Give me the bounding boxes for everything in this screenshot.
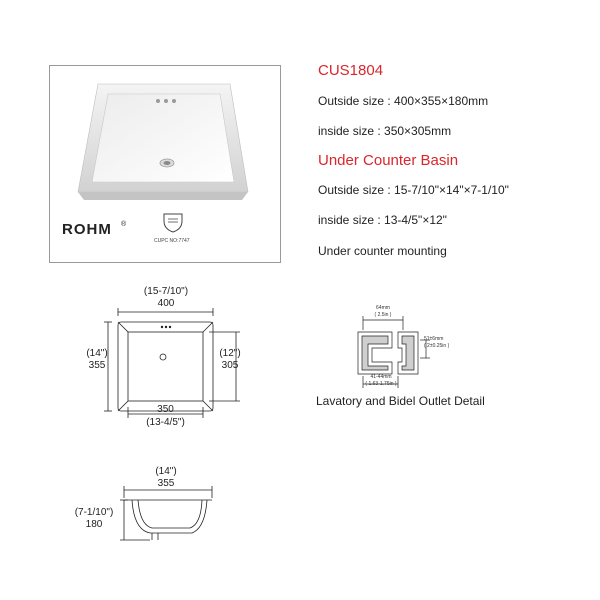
- top-width-in: (15-7/10"): [143, 286, 189, 297]
- outlet-bottom-dim-in: ( 1.63-1.75in ): [365, 381, 397, 387]
- top-width-mm: 400: [157, 298, 175, 309]
- outlet-top-dim-mm: 64mm: [376, 305, 390, 311]
- inside-size-mm: inside size : 350×305mm: [318, 124, 452, 138]
- model-number: CUS1804: [318, 62, 384, 79]
- side-length-mm: 355: [157, 478, 175, 489]
- outside-size-in: Outside size : 15-7/10"×14"×7-1/10": [318, 183, 509, 197]
- outside-size-mm: Outside size : 400×355×180mm: [318, 94, 489, 108]
- brand-logo-text: ROHM: [62, 221, 112, 238]
- product-category: Under Counter Basin: [318, 152, 459, 169]
- top-depth-mm: 355: [88, 360, 106, 371]
- outlet-bottom-dim-mm: 41-44mm: [370, 374, 392, 380]
- side-height-mm: 180: [85, 519, 103, 530]
- side-height-in: (7-1/10"): [74, 507, 114, 518]
- top-depth-in: (14"): [86, 348, 108, 359]
- inner-width-mm: 350: [157, 404, 174, 415]
- inner-depth-in: (12"): [219, 348, 241, 359]
- outlet-side-dim-in: ( 2±0.25in ): [424, 343, 450, 349]
- inner-width-in: (13-4/5"): [146, 417, 185, 428]
- outlet-side-dim-mm: 51±6mm: [424, 336, 444, 342]
- registered-mark: ®: [121, 221, 127, 228]
- inside-size-in: inside size : 13-4/5"×12": [318, 213, 447, 227]
- outlet-top-dim-in: ( 2.5in ): [374, 312, 392, 318]
- side-length-in: (14"): [155, 466, 177, 477]
- outlet-detail-caption: Lavatory and Bidel Outlet Detail: [316, 394, 485, 408]
- mounting-type: Under counter mounting: [318, 244, 447, 258]
- cert-code: CUPC NO:7747: [154, 238, 190, 244]
- inner-depth-mm: 305: [221, 360, 239, 371]
